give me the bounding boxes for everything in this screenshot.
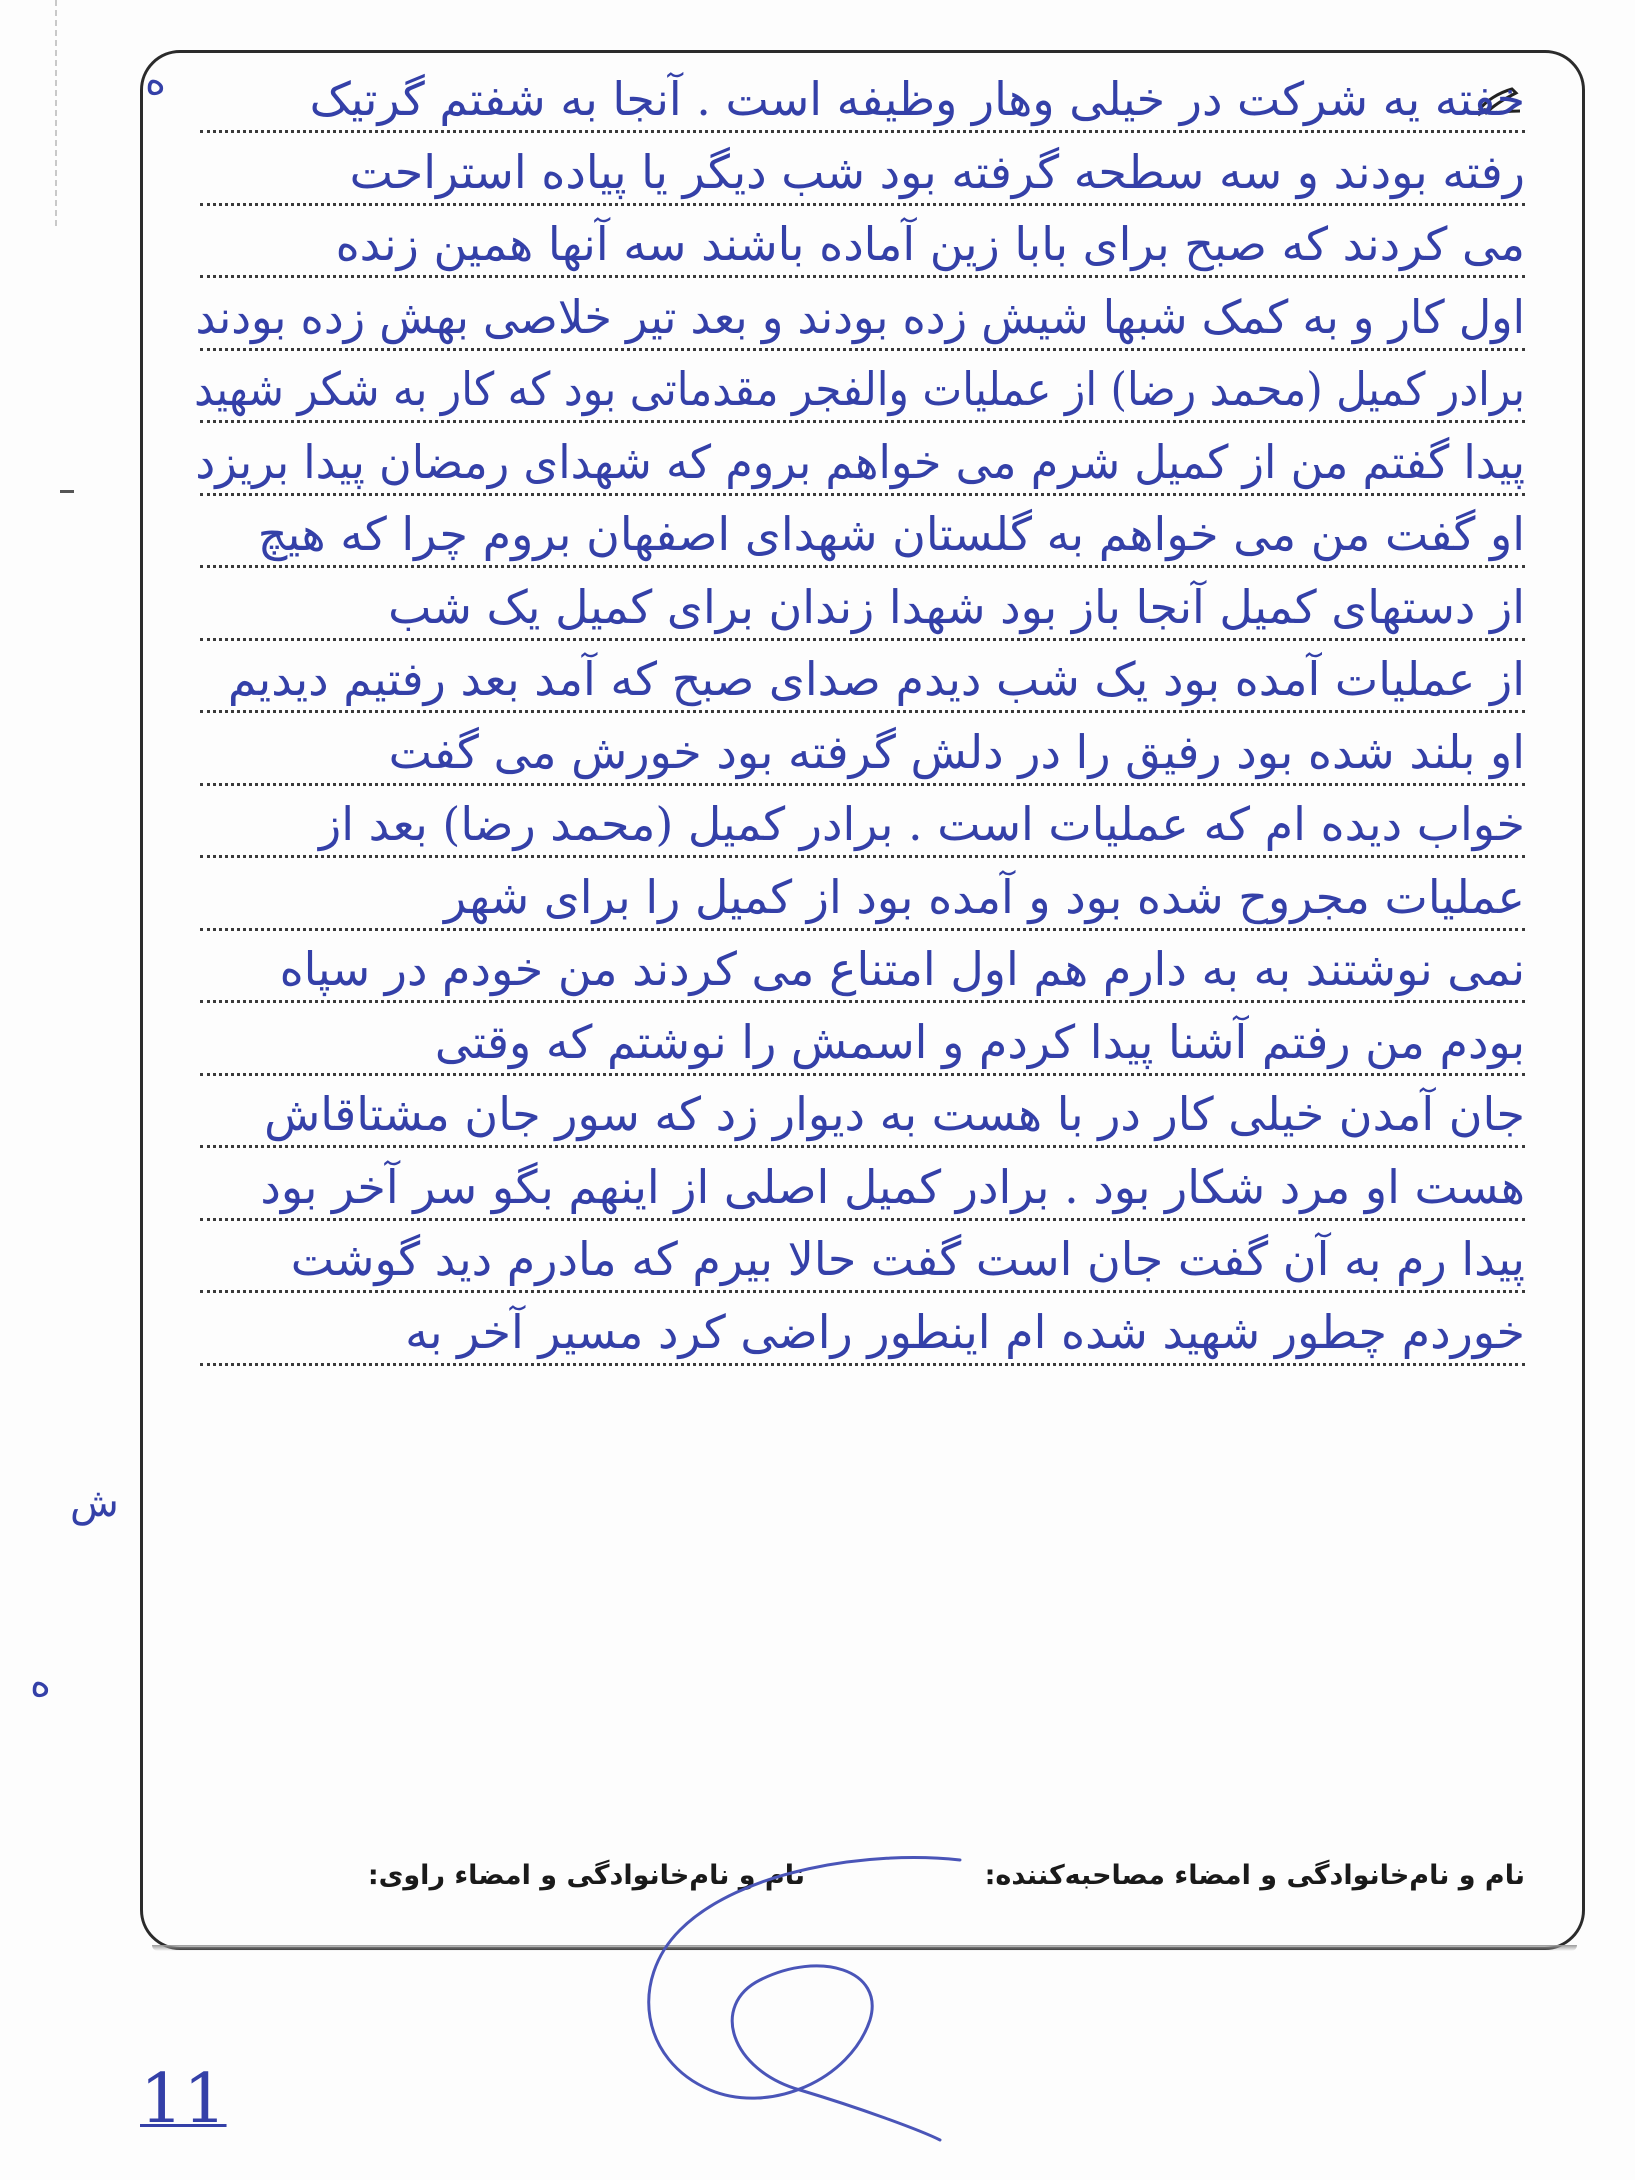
interviewer-signature-label: نام و نام‌خانوادگی و امضاء مصاحبه‌کننده: (984, 1860, 1525, 1891)
scan-dash-mark (60, 490, 74, 493)
handwritten-line: خوردم چطور شهید شده ام اینطور راضی کرد مسیر آخر به (405, 1304, 1525, 1359)
handwritten-line: نمی نوشتند به به دارم هم اول امتناع می کردند من خودم در سپاه (279, 942, 1525, 996)
page-number: 11 (140, 2060, 227, 2139)
ruled-line (200, 855, 1525, 858)
ruled-line (200, 565, 1525, 568)
ruled-line (200, 493, 1525, 496)
ruled-line (200, 130, 1525, 133)
narrator-signature-label: نام و نام‌خانوادگی و امضاء راوی: (367, 1860, 805, 1891)
handwritten-signature (620, 1840, 980, 2150)
handwritten-line: برادر کمیل (محمد رضا) از عملیات والفجر مقدماتی بود که کار به شکر شهید (194, 362, 1525, 416)
ruled-line (200, 1290, 1525, 1293)
handwritten-line: رفته بودند و سه سطحه گرفته بود شب دیگر یا پیاده استراحت (349, 144, 1525, 199)
handwritten-line: پیدا رم به آن گفت جان است گفت حالا بیرم که مادرم دید گوشت (290, 1232, 1525, 1286)
ruled-line (200, 638, 1525, 641)
handwritten-line: خفته یه شرکت در خیلی وهار وظیفه است . آنجا به شفتم گرتیک (309, 72, 1525, 126)
ruled-line (200, 275, 1525, 278)
ruled-line (200, 1363, 1525, 1366)
handwritten-line: می کردند که صبح برای بابا زین آماده باشند سه آنها همین زنده (335, 217, 1525, 271)
handwritten-line: خواب دیده ام که عملیات است . برادر کمیل (محمد رضا) بعد از (319, 797, 1525, 851)
ruled-line (200, 710, 1525, 713)
ruled-line (200, 783, 1525, 786)
handwritten-line: بودم من رفتم آشنا پیدا کردم و اسمش را نوشتم که وقتی (434, 1014, 1525, 1069)
handwritten-line: هست او مرد شکار بود . برادر کمیل اصلی از اینهم بگو سر آخر بود (260, 1159, 1525, 1214)
margin-note-top: ه (145, 58, 166, 104)
margin-note-left-2: ه (30, 1660, 51, 1706)
handwritten-line: اول کار و به کمک شبها شیش زده بودند و بعد تیر خلاصی بهش زده بودند (195, 289, 1526, 344)
handwritten-line: عملیات مجروح شده بود و آمده بود از کمیل را برای شهر (444, 869, 1525, 924)
handwritten-line: از دستهای کمیل آنجا باز بود شهدا زندان برای کمیل یک شب (388, 579, 1525, 634)
scan-edge-marks (55, 0, 57, 230)
ruled-line (200, 348, 1525, 351)
ruled-line (200, 1000, 1525, 1003)
ruled-line (200, 203, 1525, 206)
handwritten-line: از عملیات آمده بود یک شب دیدم صدای صبح که آمد بعد رفتیم دیدیم (227, 652, 1525, 706)
handwritten-line: او بلند شده بود رفیق را در دلش گرفته بود خورش می گفت (388, 724, 1525, 779)
ruled-line (200, 1145, 1525, 1148)
ruled-line (200, 1073, 1525, 1076)
ruled-line (200, 928, 1525, 931)
ruled-line (200, 1218, 1525, 1221)
handwritten-line: جان آمدن خیلی کار در با هست به دیوار زد که سور جان مشتاقاش (264, 1087, 1525, 1141)
handwritten-line: او گفت من می خواهم به گلستان شهدای اصفهان بروم چرا که هیچ (257, 507, 1525, 561)
handwritten-line: پیدا گفتم من از کمیل شرم می خواهم بروم که شهدای رمضان پیدا بریزد (195, 434, 1525, 489)
ruled-line (200, 420, 1525, 423)
margin-note-left-1: ش (70, 1480, 119, 1526)
